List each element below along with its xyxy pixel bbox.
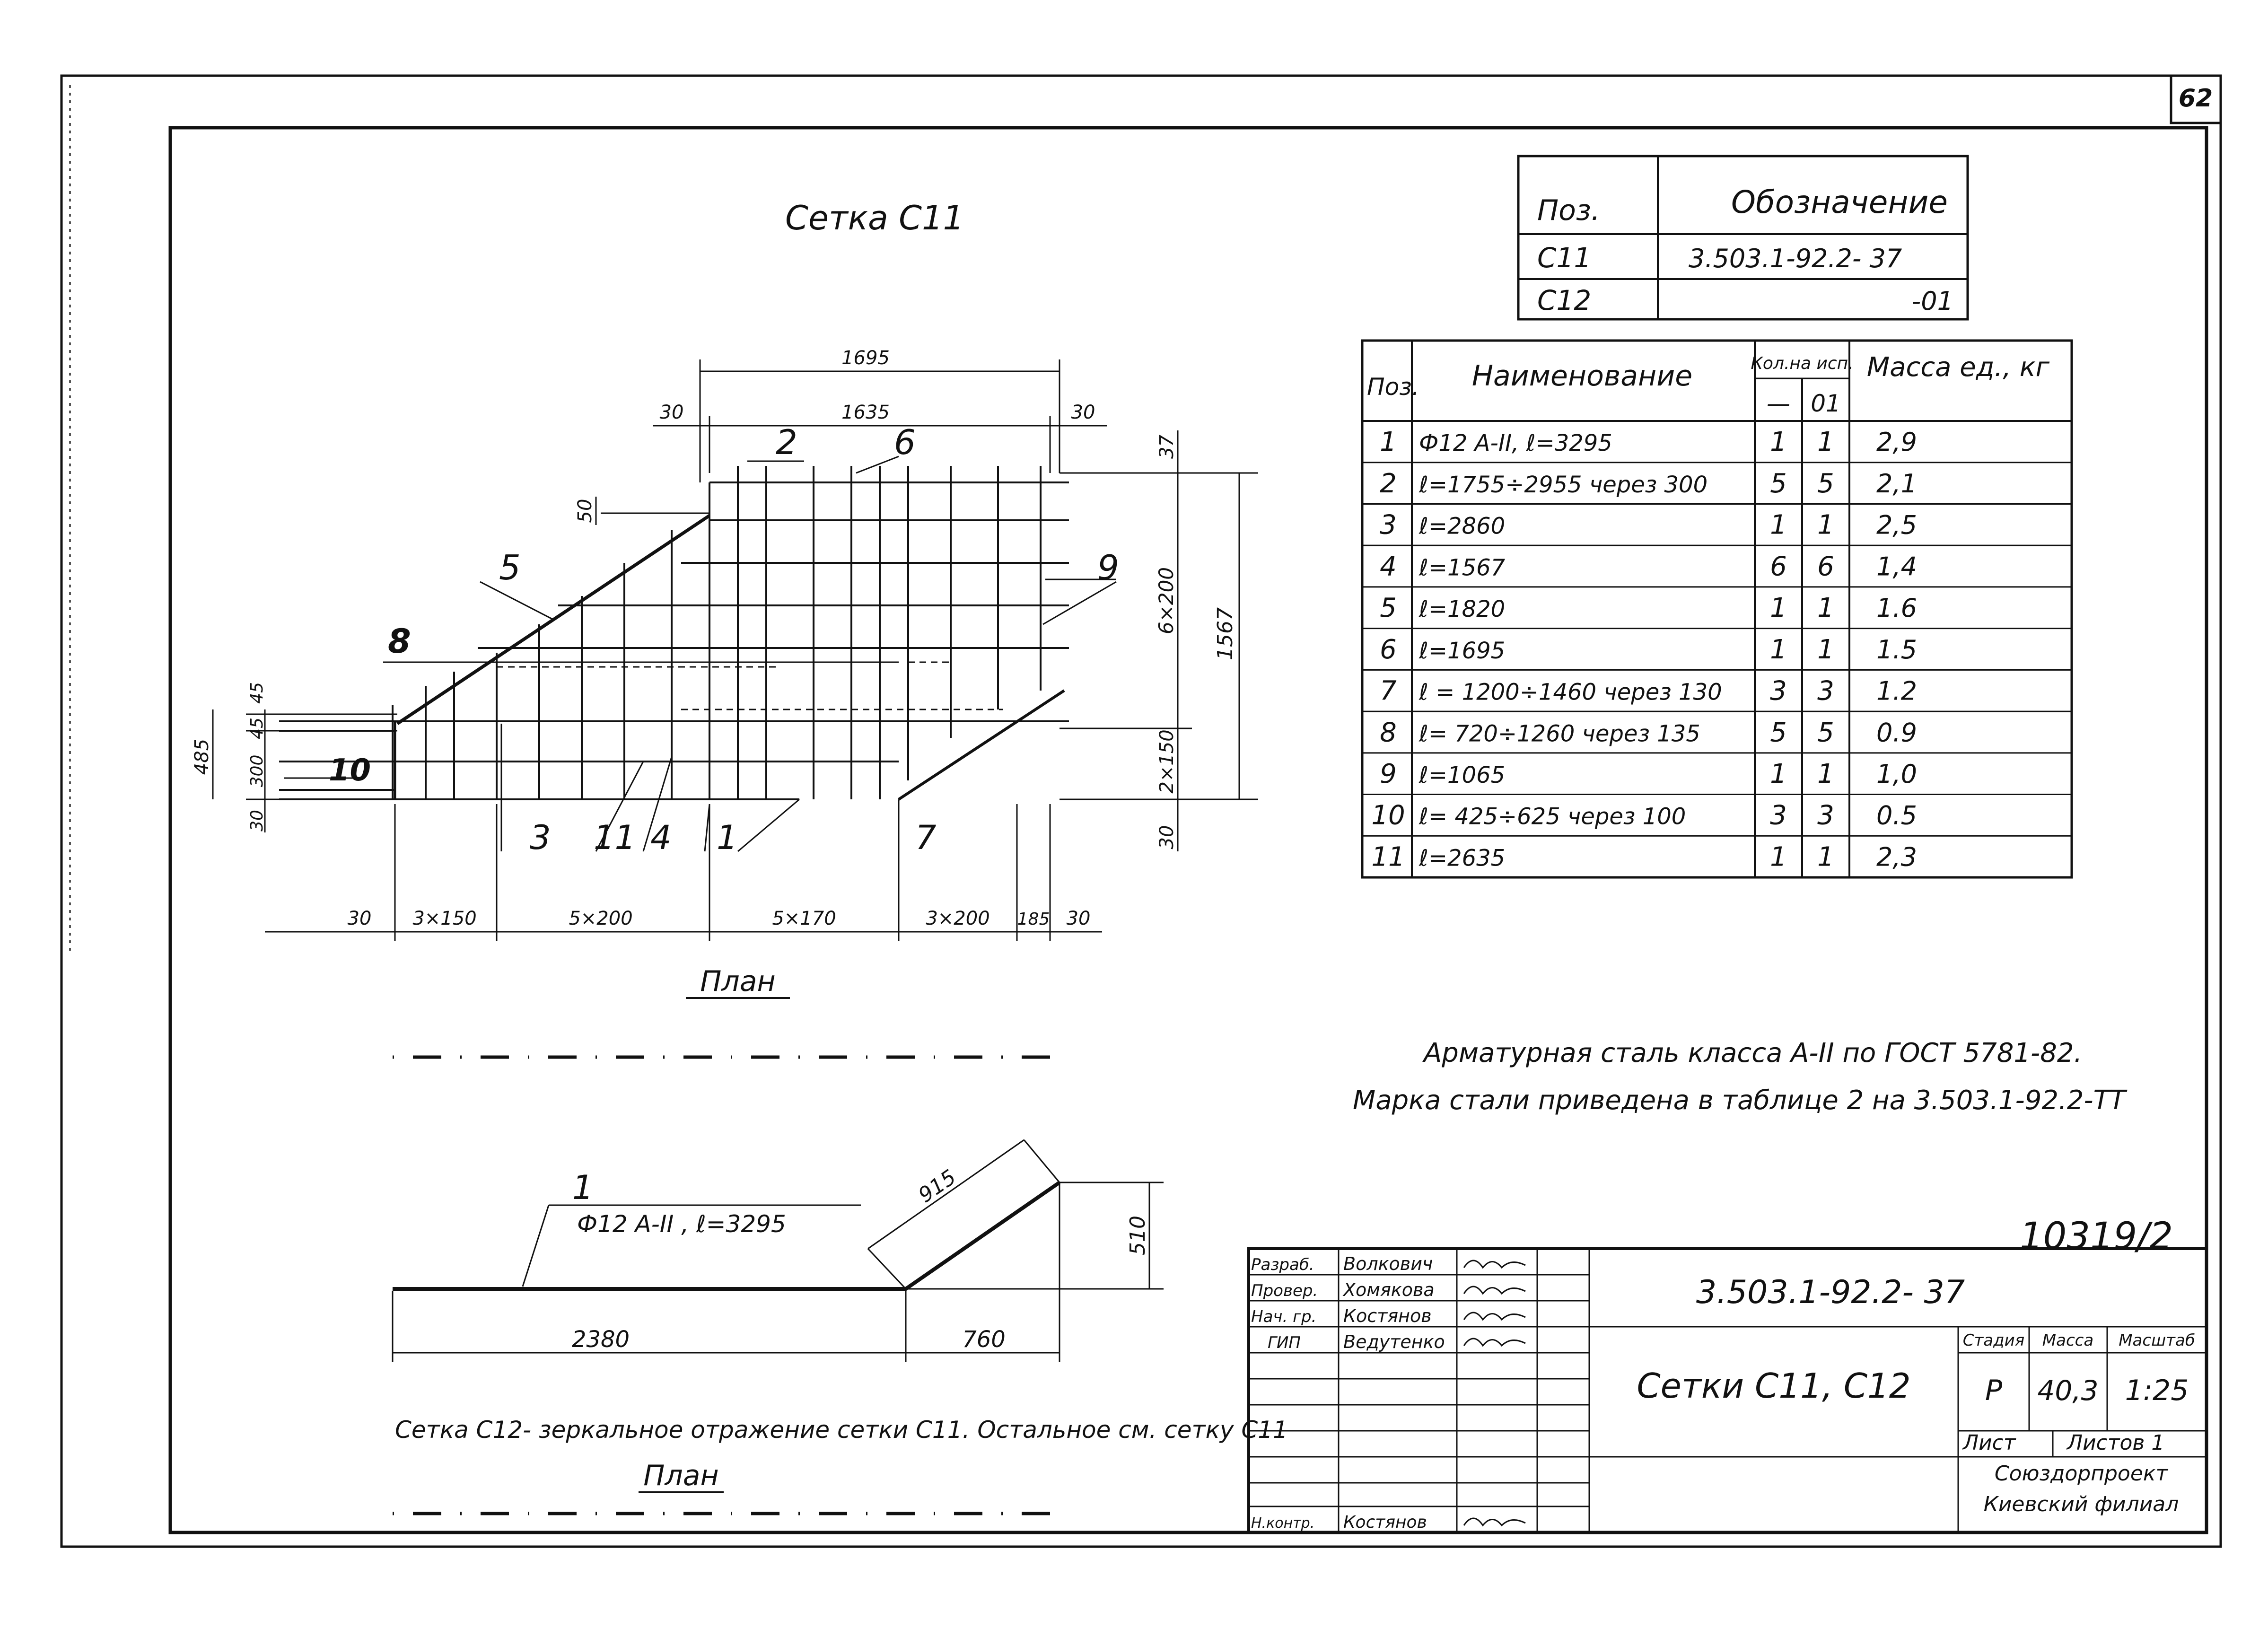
dim-text: 915 (914, 1165, 961, 1208)
spec-cell-qty: 1 (1770, 758, 1787, 789)
spec-cell-qty-01: 1 (1817, 509, 1834, 541)
dim-text: 5×200 (569, 908, 633, 929)
spec-cell-pos: 11 (1371, 841, 1405, 873)
archive-number: 10319/2 (2020, 1215, 2173, 1258)
spec-header-pos: Поз. (1367, 373, 1419, 401)
dim-text: 37 (1156, 435, 1178, 459)
spec-table (1362, 341, 2072, 877)
spec-cell-pos: 4 (1380, 551, 1397, 582)
dim-text: 485 (191, 738, 213, 775)
title-block-name: Костянов (1343, 1305, 1432, 1326)
designation-row-code: 3.503.1-92.2- 37 (1689, 244, 1902, 273)
designation-row-pos: С11 (1537, 242, 1592, 274)
callout-label: 1 (717, 818, 738, 857)
title-block-role: Н.контр. (1251, 1515, 1315, 1532)
callout-label: 4 (650, 818, 672, 857)
dim-text: 6×200 (1155, 567, 1178, 635)
scale-value: 1:25 (2125, 1374, 2189, 1407)
spec-cell-name: ℓ=1065 (1419, 762, 1506, 788)
title-block-name: Ведутенко (1343, 1331, 1445, 1352)
stage-value: Р (1985, 1374, 2003, 1407)
spec-cell-pos: 9 (1380, 758, 1397, 789)
sheets-label: Листов 1 (2067, 1431, 2165, 1455)
spec-cell-mass: 2,3 (1876, 842, 1917, 872)
spec-cell-mass: 1,4 (1876, 552, 1917, 582)
spec-cell-mass: 2,5 (1876, 510, 1917, 540)
spec-header-qty-sub: — (1767, 390, 1790, 417)
callout-label: 8 (388, 622, 411, 661)
scale-header: Масштаб (2119, 1331, 2195, 1350)
dim-text: 1567 (1213, 607, 1237, 660)
spec-cell-name: ℓ= 720÷1260 через 135 (1419, 720, 1700, 747)
dim-text: 30 (1071, 402, 1095, 423)
dim-text: 1635 (841, 402, 890, 423)
spec-cell-mass: 2,1 (1876, 468, 1917, 499)
designation-header-code: Обозначение (1731, 184, 1948, 220)
callout-label: 10 (329, 753, 371, 788)
plan-drawing (191, 347, 1258, 1057)
title-block-role: ГИП (1268, 1333, 1301, 1352)
spec-cell-qty-01: 6 (1817, 551, 1834, 582)
dim-text: 30 (659, 402, 684, 423)
dim-text: 1695 (841, 347, 890, 369)
spec-cell-qty-01: 3 (1817, 675, 1834, 707)
spec-cell-qty-01: 5 (1817, 468, 1834, 499)
spec-cell-name: ℓ = 1200÷1460 через 130 (1419, 679, 1722, 706)
callout-label: 9 (1097, 548, 1119, 587)
dim-text: 300 (247, 754, 267, 788)
spec-cell-qty-01: 1 (1817, 427, 1834, 458)
callout-label: 11 (594, 818, 636, 857)
mass-value: 40,3 (2037, 1374, 2099, 1407)
spec-cell-pos: 10 (1371, 800, 1405, 831)
spec-cell-qty: 1 (1770, 509, 1787, 541)
dim-text: 45 (247, 718, 267, 739)
spec-cell-qty-01: 5 (1817, 717, 1834, 748)
note-steel-grade: Марка стали приведена в таблице 2 на 3.503.1-92.2-ТТ (1353, 1085, 2126, 1116)
organization-name: Союздорпроект (1994, 1462, 2168, 1486)
spec-cell-mass: 1.2 (1876, 676, 1917, 706)
designation-row-code: -01 (1911, 286, 1953, 316)
dim-text: 3×200 (926, 908, 990, 929)
title-block-role: Нач. гр. (1251, 1307, 1317, 1326)
callout-label: 7 (915, 818, 937, 857)
designation-table (1518, 156, 1968, 319)
bar-detail-label: Ф12 А-II , ℓ=3295 (577, 1210, 786, 1238)
title-block-role: Разраб. (1251, 1255, 1314, 1274)
spec-cell-pos: 7 (1380, 675, 1397, 707)
bar-detail (393, 1140, 1164, 1362)
title-block (1249, 1249, 2207, 1532)
title-block-name: Волкович (1343, 1253, 1433, 1274)
dim-text: 185 (1017, 910, 1050, 929)
doc-code: 3.503.1-92.2- 37 (1696, 1274, 1965, 1311)
drawing-title: Сетка С11 (785, 199, 964, 237)
dim-text: 30 (1156, 825, 1178, 849)
callout-label: 2 (776, 422, 797, 462)
spec-cell-mass: 0.9 (1876, 718, 1917, 748)
sheet-number: 62 (2178, 84, 2213, 113)
spec-cell-name: ℓ=1755÷2955 через 300 (1419, 471, 1708, 498)
spec-cell-pos: 1 (1380, 427, 1397, 458)
spec-cell-qty: 3 (1770, 800, 1787, 831)
spec-cell-mass: 1.5 (1876, 634, 1917, 665)
doc-title: Сетки С11, С12 (1637, 1366, 1911, 1406)
spec-cell-qty: 1 (1770, 841, 1787, 873)
spec-cell-qty-01: 1 (1817, 758, 1834, 789)
callout-label: 5 (499, 548, 521, 587)
dim-text: 50 (574, 499, 596, 523)
dim-text: 3×150 (412, 908, 477, 929)
sheet-label: Лист (1963, 1431, 2016, 1455)
title-block-role: Провер. (1251, 1281, 1318, 1300)
spec-cell-name: ℓ=2860 (1419, 513, 1506, 540)
spec-cell-pos: 5 (1380, 593, 1397, 624)
callout-label: 6 (894, 422, 916, 462)
designation-row-pos: С12 (1537, 284, 1592, 316)
dim-text: 45 (247, 682, 267, 704)
spec-cell-qty: 1 (1770, 593, 1787, 624)
spec-cell-qty: 1 (1770, 427, 1787, 458)
dim-text: 30 (347, 908, 372, 929)
spec-cell-qty-01: 1 (1817, 593, 1834, 624)
spec-cell-pos: 6 (1380, 634, 1397, 665)
spec-cell-mass: 2,9 (1876, 427, 1917, 457)
spec-header-name: Наименование (1471, 359, 1693, 393)
spec-cell-name: ℓ=1567 (1419, 554, 1506, 581)
spec-cell-name: Ф12 А-II, ℓ=3295 (1419, 430, 1612, 457)
dim-text: 2×150 (1156, 729, 1178, 794)
callout-label: 3 (530, 818, 551, 857)
spec-cell-name: ℓ=1820 (1419, 596, 1506, 623)
spec-cell-qty: 6 (1770, 551, 1787, 582)
spec-cell-qty-01: 1 (1817, 634, 1834, 665)
spec-cell-qty: 3 (1770, 675, 1787, 707)
spec-cell-mass: 1.6 (1876, 593, 1917, 623)
dim-text: 760 (962, 1326, 1006, 1353)
note-steel-class: Арматурная сталь класса А-II по ГОСТ 5781-82. (1424, 1038, 2083, 1068)
dim-text: 2380 (571, 1326, 630, 1353)
spec-cell-qty: 5 (1770, 717, 1787, 748)
dim-text: 5×170 (772, 908, 836, 929)
spec-cell-name: ℓ=1695 (1419, 637, 1506, 664)
spec-cell-qty: 1 (1770, 634, 1787, 665)
organization-branch: Киевский филиал (1983, 1492, 2179, 1516)
spec-cell-qty-01: 1 (1817, 841, 1834, 873)
spec-cell-name: ℓ= 425÷625 через 100 (1419, 803, 1686, 830)
stage-header: Стадия (1962, 1331, 2025, 1350)
dim-text: 30 (247, 810, 267, 832)
spec-cell-pos: 3 (1380, 509, 1397, 541)
title-block-name: Хомякова (1343, 1279, 1435, 1300)
spec-cell-mass: 0.5 (1876, 800, 1917, 831)
dim-text: 510 (1126, 1216, 1150, 1255)
plan-caption: План (700, 965, 776, 998)
mass-header: Масса (2042, 1331, 2094, 1350)
spec-cell-qty-01: 3 (1817, 800, 1834, 831)
title-block-name: Костянов (1343, 1513, 1427, 1532)
spec-header-qty-sub: 01 (1811, 390, 1841, 417)
spec-header-qty: Кол.на исп. (1751, 354, 1854, 373)
spec-header-mass: Масса ед., кг (1866, 352, 2050, 383)
dim-text: 30 (1066, 908, 1091, 929)
spec-cell-pos: 2 (1380, 468, 1397, 499)
spec-cell-qty: 5 (1770, 468, 1787, 499)
bar-detail-callout: 1 (572, 1168, 594, 1207)
designation-header-pos: Поз. (1537, 194, 1600, 227)
c12-caption: План (643, 1459, 719, 1492)
c12-note: Сетка С12- зеркальное отражение сетки С11. Остальное см. сетку С11 (395, 1416, 1288, 1444)
spec-cell-mass: 1,0 (1876, 759, 1917, 789)
spec-cell-name: ℓ=2635 (1419, 845, 1506, 872)
spec-cell-pos: 8 (1380, 717, 1397, 748)
